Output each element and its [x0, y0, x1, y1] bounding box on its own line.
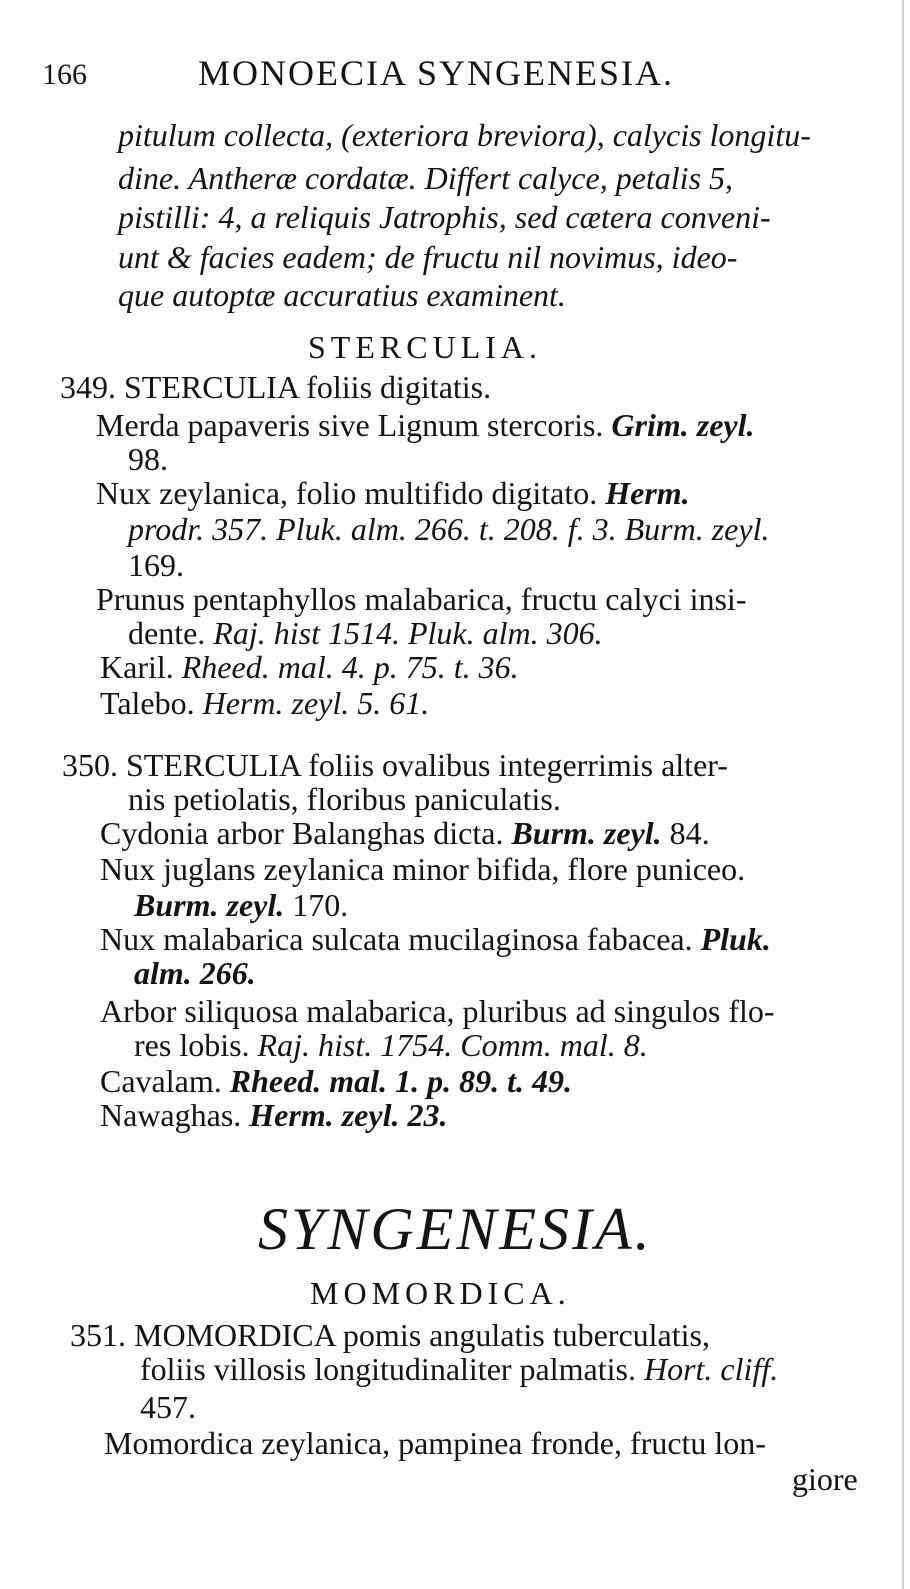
synonym-reference: Rheed. mal. 4. p. 75. t. 36.	[181, 649, 519, 685]
synonym-text: Karil.	[100, 649, 174, 685]
synonym-line	[100, 1064, 572, 1098]
diagnosis-continuation: 457.	[140, 1389, 196, 1425]
synonym-continuation: 169.	[128, 547, 184, 583]
species-351-entry	[70, 1318, 710, 1352]
genus-heading-sterculia: STERCULIA.	[308, 329, 542, 365]
synonym-text: Cavalam.	[100, 1063, 222, 1099]
synonym-line	[100, 1098, 447, 1132]
synonym-text: res lobis.	[134, 1027, 250, 1063]
running-title: MONOECIA SYNGENESIA.	[198, 53, 675, 93]
synonym-reference: Pluk.	[700, 921, 771, 957]
intro-line-4: unt & facies eadem; de fructu nil novimus, ideo-	[118, 239, 738, 275]
intro-line-3: pistilli: 4, a reliquis Jatrophis, sed cætera conveni-	[118, 199, 771, 235]
synonym-reference-line: prodr. 357. Pluk. alm. 266. t. 208. f. 3. Burm. zeyl.	[128, 511, 770, 547]
synonym-text: dente.	[128, 615, 206, 651]
species-349-entry	[60, 370, 491, 404]
intro-line-5: que autoptæ accuratius examinent.	[118, 277, 566, 313]
page-number: 166	[42, 58, 87, 91]
synonym-continuation	[128, 616, 603, 650]
synonym-text: Nux malabarica sulcata mucilaginosa fabacea.	[100, 921, 693, 957]
page-edge	[902, 0, 904, 1589]
species-diagnosis-cont: nis petiolatis, floribus paniculatis.	[128, 781, 561, 817]
diagnosis-text: foliis villosis longitudinaliter palmatis.	[140, 1351, 636, 1387]
catchword: giore	[792, 1461, 858, 1497]
species-name: MOMORDICA	[134, 1317, 335, 1353]
synonym-reference: Grim. zeyl.	[611, 407, 755, 443]
species-diagnosis: pomis angulatis tuberculatis,	[342, 1317, 710, 1353]
intro-line-1: pitulum collecta, (exteriora breviora), calycis longitu-	[118, 117, 811, 153]
synonym-line: Nux juglans zeylanica minor bifida, flore puniceo.	[100, 851, 746, 887]
genus-heading-momordica: MOMORDICA.	[310, 1275, 571, 1311]
synonym-text: Nawaghas.	[100, 1097, 242, 1133]
species-name: STERCULIA	[126, 747, 301, 783]
synonym-reference: Raj. hist 1514. Pluk. alm. 306.	[213, 615, 603, 651]
synonym-line: Arbor siliquosa malabarica, pluribus ad singulos flo-	[100, 993, 775, 1029]
synonym-line	[96, 476, 690, 510]
synonym-line	[100, 816, 710, 850]
synonym-number: 170.	[292, 887, 349, 923]
species-diagnosis-cont	[140, 1352, 778, 1386]
synonym-continuation: 98.	[128, 441, 168, 477]
class-heading-syngenesia: SYNGENESIA.	[258, 1196, 653, 1262]
species-number: 349.	[60, 369, 116, 405]
synonym-reference: Burm. zeyl.	[511, 815, 662, 851]
diagnosis-reference: Hort. cliff.	[643, 1351, 779, 1387]
species-diagnosis: foliis ovalibus integerrimis alter-	[308, 747, 728, 783]
synonym-text: Merda papaveris sive Lignum stercoris.	[96, 407, 604, 443]
synonym-continuation	[134, 1028, 648, 1062]
synonym-text: Talebo.	[100, 685, 195, 721]
synonym-line: Prunus pentaphyllos malabarica, fructu calyci insi-	[96, 581, 747, 617]
synonym-reference: Herm.	[605, 475, 690, 511]
synonym-line	[100, 650, 519, 684]
species-number: 351.	[70, 1317, 126, 1353]
synonym-reference: Rheed. mal. 1. p. 89. t. 49.	[229, 1063, 572, 1099]
synonym-reference: Raj. hist. 1754. Comm. mal. 8.	[257, 1027, 648, 1063]
synonym-line	[96, 408, 755, 442]
synonym-text: Nux zeylanica, folio multifido digitato.	[96, 475, 598, 511]
synonym-number: 84.	[669, 815, 710, 851]
species-350-entry	[62, 748, 728, 782]
species-diagnosis: foliis digitatis.	[306, 369, 492, 405]
synonym-line	[100, 922, 771, 956]
synonym-reference-line: alm. 266.	[134, 955, 256, 991]
intro-line-2: dine. Antheræ cordatæ. Differt calyce, petalis 5,	[118, 160, 734, 196]
synonym-reference: Burm. zeyl.	[134, 887, 285, 923]
synonym-line: Momordica zeylanica, pampinea fronde, fructu lon-	[104, 1425, 766, 1461]
species-number: 350.	[62, 747, 118, 783]
synonym-continuation	[134, 888, 348, 922]
synonym-text: Cydonia arbor Balanghas dicta.	[100, 815, 504, 851]
species-name: STERCULIA	[124, 369, 299, 405]
synonym-reference: Herm. zeyl. 23.	[249, 1097, 448, 1133]
synonym-reference: Herm. zeyl. 5. 61.	[202, 685, 430, 721]
synonym-line	[100, 686, 429, 720]
